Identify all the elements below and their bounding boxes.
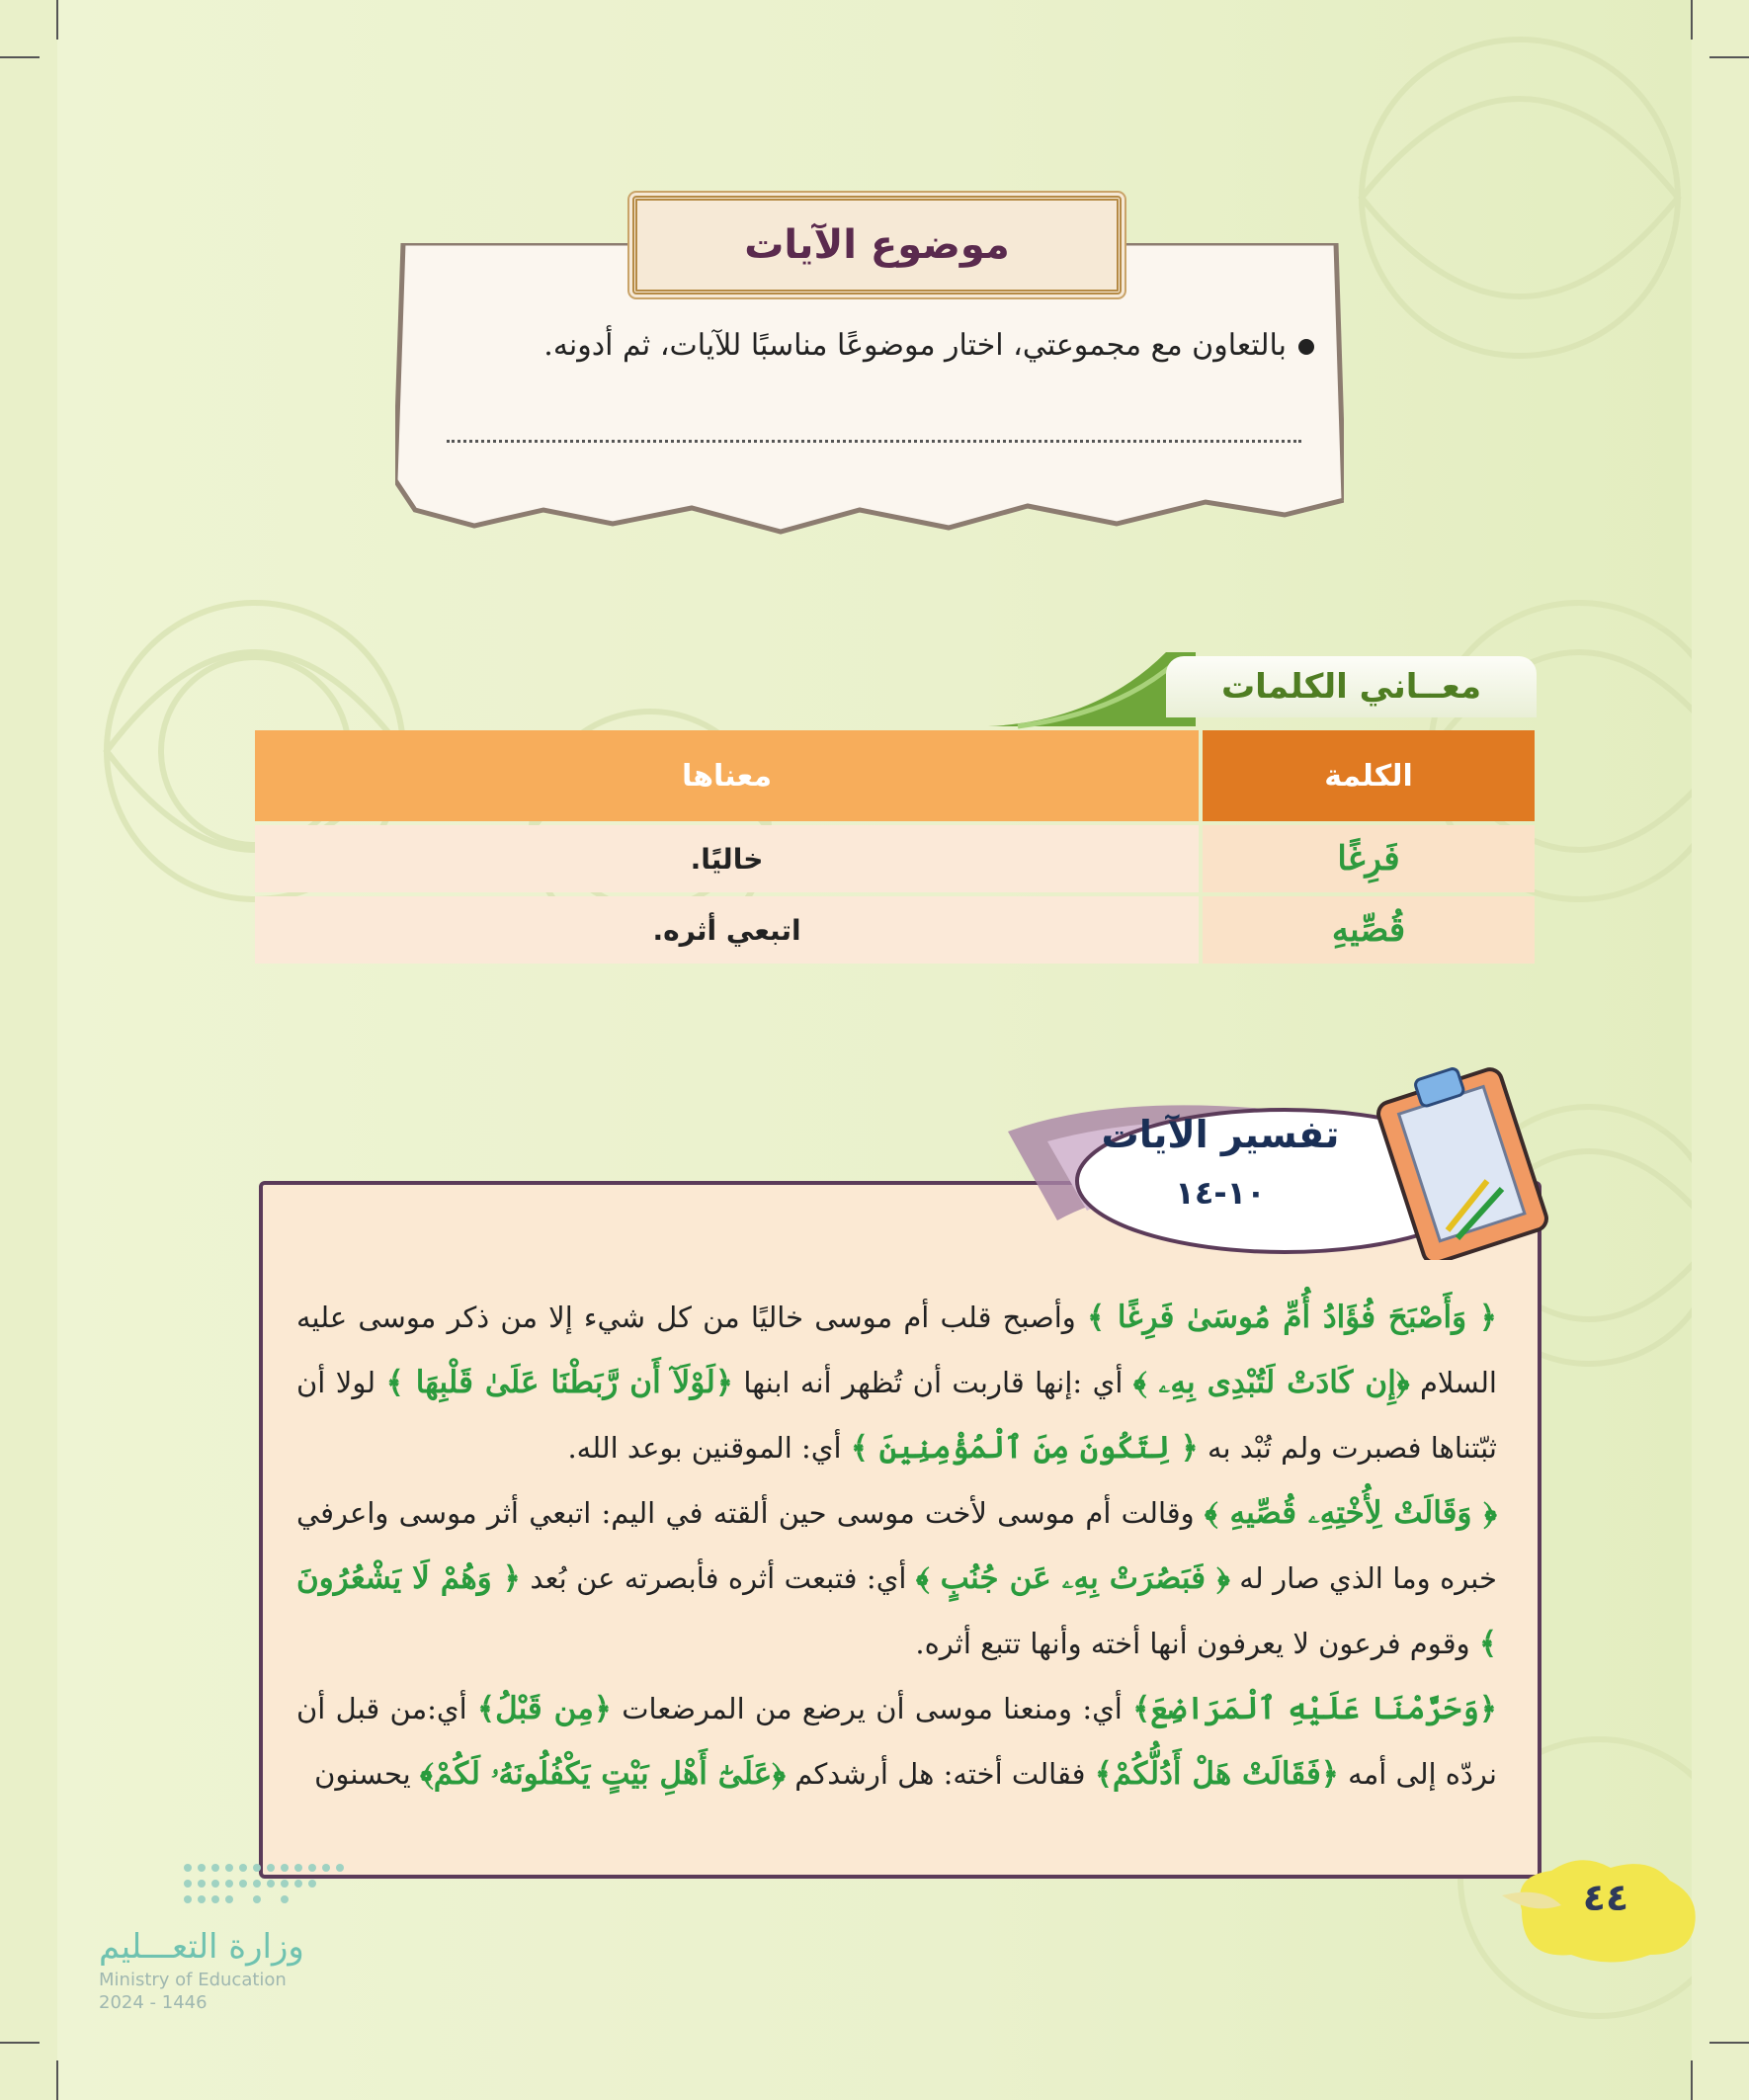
explanation-text: وقالت أم موسى لأخت موسى حين ألقته في اليم: اتبعي أثر موسى واعرفي خبره وما الذي صار له [296,1496,1497,1595]
page-number: ٤٤ [1582,1876,1629,1919]
vocabulary-title: معــاني الكلمات [1220,667,1482,707]
quran-verse: ﴿ لِتَكُونَ مِنَ ٱلْمُؤْمِنِينَ ﴾ [850,1430,1199,1466]
quran-verse: ﴿ فَبَصُرَتْ بِهِۦ عَن جُنُبٍ ﴾ [915,1560,1230,1596]
topic-instruction [543,328,1314,363]
header-meaning: معناها [255,730,1199,821]
meaning-cell: خاليًا. [255,825,1199,892]
topic-title-frame [632,196,1122,294]
explanation-text: أي: الموقنين بوعد الله. [567,1431,851,1465]
crop-mark [56,2060,58,2100]
bullet-icon [1298,339,1314,355]
tafsir-paragraph [296,1285,1497,1480]
header-word: الكلمة [1203,730,1535,821]
crop-mark [0,56,40,58]
instruction-text: بالتعاون مع مجموعتي، اختار موضوعًا مناسبًا للآيات، ثم أدونه. [543,328,1287,363]
quran-verse: ﴿عَلَىٰٓ أَهْلِ بَيْتٍ يَكْفُلُونَهُۥ لَكُمْ﴾ [419,1756,786,1792]
quran-verse: ﴿ وَهُمْ لَا يَشْعُرُونَ ﴾ [296,1560,1497,1661]
explanation-text: لولا أن ثبّتناها فصبرت ولم تُبْد به [296,1366,1497,1465]
word-cell: قُصِّيهِ [1203,896,1535,964]
tafsir-badge [998,1062,1551,1260]
topic-title: موضوع الآيات [744,222,1010,268]
table-row [255,825,1535,892]
answer-line[interactable] [447,440,1301,443]
ministry-name-ar: وزارة التعـــليم [99,1927,304,1967]
quran-verse: ﴿ وَأَصْبَحَ فُؤَادُ أُمِّ مُوسَىٰ فَرِغًا ﴾ [1086,1300,1497,1335]
explanation-text: أي: فتبعت أثره فأبصرته عن بُعد [520,1561,916,1595]
quran-verse: ﴿وَحَرَّمْنَا عَلَيْهِ ٱلْمَرَاضِعَ﴾ [1132,1691,1497,1726]
tafsir-title: تفسير الآيات [1101,1113,1340,1156]
explanation-text: أي: ومنعنا موسى أن يرضع من المرضعات [611,1692,1133,1725]
ministry-logo-icon [178,1858,356,1917]
word-cell: فَرِغًا [1203,825,1535,892]
quran-verse: ﴿مِن قَبْلُ﴾ [476,1691,612,1726]
leaf-decoration [978,652,1196,731]
quran-verse: ﴿فَقَالَتْ هَلْ أَدُلُّكُمْ﴾ [1094,1756,1339,1792]
quran-verse: ﴿لَوْلَآ أَن رَّبَطْنَا عَلَىٰ قَلْبِهَا ﴾ [385,1365,733,1400]
tafsir-paragraph [296,1676,1497,1806]
explanation-text: وأصبح قلب أم موسى خاليًا من كل شيء إلا من ذكر موسى عليه السلام [296,1301,1497,1399]
crop-mark [56,0,58,40]
ministry-year: 2024 - 1446 [99,1992,208,2013]
table-header-row [255,730,1535,821]
crop-mark [1691,0,1693,40]
explanation-text: أي :إنها قاربت أن تُظهر أنه ابنها [732,1366,1133,1399]
explanation-text: أي:من قبل أن نردّه إلى أمه [296,1692,1497,1791]
vocabulary-header [1166,656,1537,717]
crop-mark [1709,2042,1749,2044]
crop-mark [0,2042,40,2044]
tafsir-paragraph [296,1480,1497,1676]
quran-verse: ﴿إِن كَادَتْ لَتُبْدِى بِهِۦ ﴾ [1132,1365,1410,1400]
crop-mark [1709,56,1749,58]
quran-verse: ﴿ وَقَالَتْ لِأُخْتِهِۦ قُصِّيهِ ﴾ [1204,1495,1497,1531]
tafsir-text [296,1285,1497,1806]
tafsir-verse-range: ١٠-١٤ [1175,1174,1266,1212]
vocabulary-table [251,726,1539,967]
explanation-text: فقالت أخته: هل أرشدكم [785,1757,1095,1791]
meaning-cell: اتبعي أثره. [255,896,1199,964]
ministry-name-en: Ministry of Education [99,1970,287,1990]
table-row [255,896,1535,964]
explanation-text: يحسنون [314,1757,420,1791]
crop-mark [1691,2060,1693,2100]
explanation-text: وقوم فرعون لا يعرفون أنها أخته وأنها تتبع أثره. [915,1627,1479,1660]
